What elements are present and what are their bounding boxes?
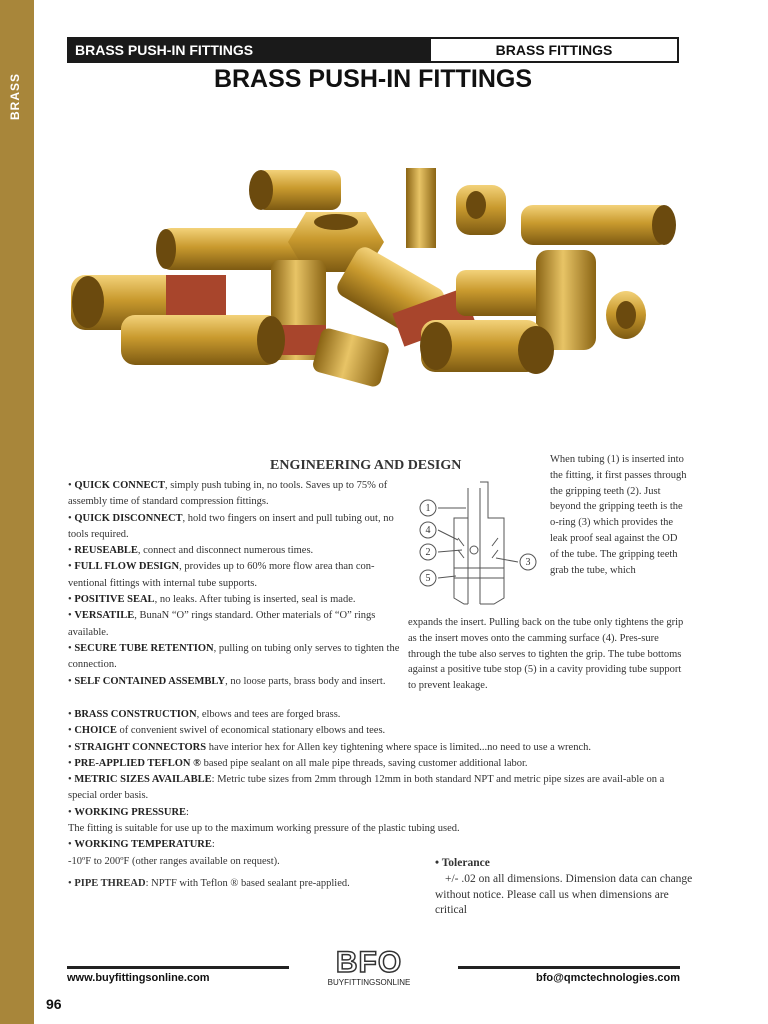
list-item: • POSITIVE SEAL, no leaks. After tubing is inserted, seal is made.	[68, 594, 356, 606]
list-item: • QUICK CONNECT, simply push tubing in, no tools. Saves up to 75% of assembly time of standard compression fittings.	[68, 480, 388, 508]
list-item: • METRIC SIZES AVAILABLE: Metric tube sizes from 2mm through 12mm in both standard NPT and metric pipe sizes are avail-able on a special order basis.	[68, 774, 665, 802]
list-item: • SELF CONTAINED ASSEMBLY, no loose parts, brass body and insert.	[68, 675, 386, 687]
list-item: • CHOICE of convenient swivel of economical stationary elbows and tees.	[68, 725, 386, 737]
feature-list-left	[68, 478, 402, 690]
side-label: BRASS	[8, 72, 22, 120]
list-item: • QUICK DISCONNECT, hold two fingers on insert and pull tubing out, no tools required.	[68, 512, 394, 540]
header-section-title: BRASS PUSH-IN FITTINGS	[69, 39, 431, 61]
list-item: • PRE-APPLIED TEFLON ® based pipe sealant on all male pipe threads, saving customer additional labor.	[68, 757, 528, 769]
diagram-label: 5	[425, 573, 431, 584]
list-item: • VERSATILE, BunaN “O” rings standard. Other materials of “O” rings available.	[68, 610, 376, 638]
section-heading: ENGINEERING AND DESIGN	[270, 458, 462, 473]
diagram-description-bottom: expands the insert. Pulling back on the tube only tightens the grip as the insert moves onto the camming surface (4). Pres-sure through the tube also serves to tighten the grip. The tube bottoms against a positive tube stop (5) in a cavity providing tube support to prevent leakage.	[408, 617, 684, 692]
footer-rule	[458, 966, 680, 969]
tolerance-note	[435, 856, 695, 919]
list-item: • FULL FLOW DESIGN, provides up to 60% more flow area than con-ventional fittings with internal tube supports.	[68, 561, 375, 589]
footer-email-link[interactable]: bfo@qmctechnologies.com	[536, 972, 680, 984]
list-item: • STRAIGHT CONNECTORS have interior hex for Allen key tightening where space is limited...no need to use a wrench.	[68, 741, 591, 753]
working-temp-text: -10ºF to 200ºF (other ranges available on request).	[68, 855, 280, 867]
pipe-thread-note: • PIPE THREAD: NPTF with Teflon ® based sealant pre-applied.	[68, 878, 350, 889]
fitting-cross-section-diagram	[408, 478, 548, 614]
working-pressure-text: The fitting is suitable for use up to the maximum working pressure of the plastic tubing used.	[68, 823, 460, 835]
feature-list-full	[68, 707, 688, 870]
footer-website-link[interactable]: www.buyfittingsonline.com	[67, 972, 210, 984]
tolerance-text: +/- .02 on all dimensions. Dimension data can change without notice. Please call us when dimensions are critical	[435, 872, 693, 917]
list-item: • SECURE TUBE RETENTION, pulling on tubing only serves to tighten the connection.	[68, 642, 400, 671]
diagram-label: 1	[425, 503, 431, 514]
diagram-label: 2	[425, 547, 431, 558]
side-tab	[0, 0, 34, 1024]
page-title: BRASS PUSH-IN FITTINGS	[213, 65, 533, 93]
bfo-logo	[318, 946, 420, 996]
diagram-label: 4	[425, 525, 431, 536]
footer-rule	[67, 966, 289, 969]
tolerance-heading: • Tolerance	[435, 857, 490, 869]
list-item: • BRASS CONSTRUCTION, elbows and tees are forged brass.	[68, 709, 341, 720]
header-bar	[67, 37, 679, 63]
list-item: • WORKING TEMPERATURE:	[68, 839, 215, 851]
logo-mark: BFO	[335, 946, 403, 979]
list-item: • WORKING PRESSURE:	[68, 806, 189, 818]
logo-text: BUYFITTINGSONLINE	[327, 978, 411, 987]
header-category: BRASS FITTINGS	[495, 42, 613, 58]
diagram-label: 3	[525, 557, 531, 568]
fitting-group	[71, 168, 676, 388]
page-number: 96	[46, 996, 62, 1012]
diagram-description-top: When tubing (1) is inserted into the fitting, it first passes through the gripping teeth (2). Just beyond the gripping teeth is the o-ring (3) which provides the leak proof seal against the OD of the tube. The gripping teeth grab the tube, which	[550, 454, 687, 576]
list-item: • REUSEABLE, connect and disconnect numerous times.	[68, 545, 314, 557]
product-photo	[66, 150, 686, 400]
